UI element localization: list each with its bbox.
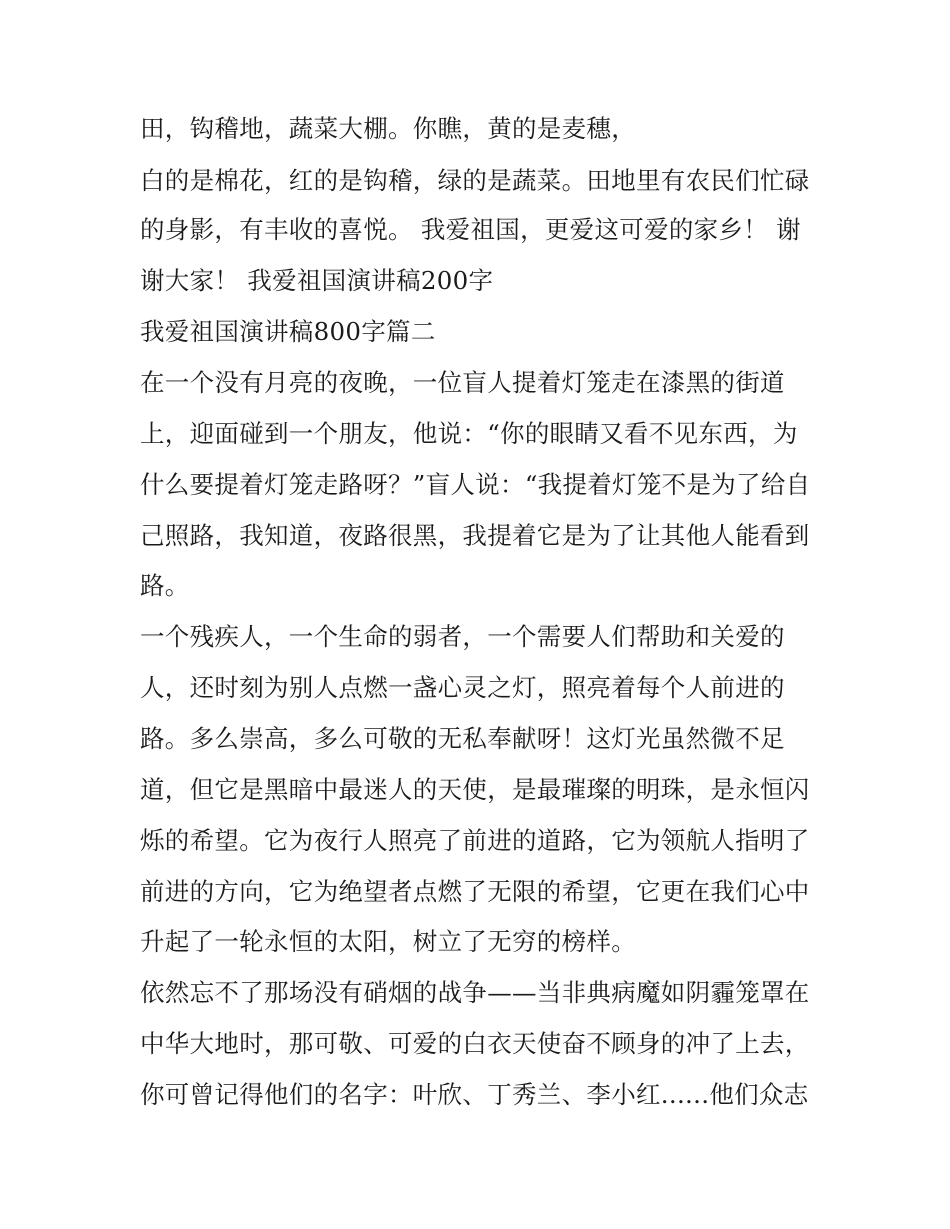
section-heading: 我爱祖国演讲稿800字篇二 [140, 317, 436, 346]
text-line: 己照路，我知道，夜路很黑，我提着它是为了让其他人能看到 [140, 521, 810, 550]
text-line: 白的是棉花，红的是钩稽，绿的是蔬菜。田地里有农民们忙碌 [140, 166, 810, 195]
text-line: 前进的方向，它为绝望者点燃了无限的希望，它更在我们心中 [140, 877, 810, 906]
text-line: 的身影，有丰收的喜悦。 我爱祖国，更爱这可爱的家乡！ 谢 [140, 215, 801, 244]
text-line: 什么要提着灯笼走路呀？”盲人说：“我提着灯笼不是为了给自 [140, 470, 811, 499]
text-line: 路。 [140, 571, 190, 600]
text-line: 中华大地时，那可敬、可爱的白衣天使奋不顾身的冲了上去， [140, 1029, 810, 1058]
text-line: 一个残疾人，一个生命的弱者，一个需要人们帮助和关爱的 [140, 622, 785, 651]
text-line: 你可曾记得他们的名字：叶欣、丁秀兰、李小红......他们众志 [140, 1080, 809, 1109]
text-line: 道，但它是黑暗中最迷人的天使，是最璀璨的明珠，是永恒闪 [140, 775, 810, 804]
text-line: 烁的希望。它为夜行人照亮了前进的道路，它为领航人指明了 [140, 826, 810, 855]
text-line: 人，还时刻为别人点燃一盏心灵之灯，照亮着每个人前进的 [140, 673, 785, 702]
text-line: 谢大家！ 我爱祖国演讲稿200字 [140, 266, 494, 295]
text-line: 在一个没有月亮的夜晚，一位盲人提着灯笼走在漆黑的街道 [140, 368, 785, 397]
text-line: 依然忘不了那场没有硝烟的战争——当非典病魔如阴霾笼罩在 [140, 978, 810, 1007]
text-line: 升起了一轮永恒的太阳，树立了无穷的榜样。 [140, 927, 636, 956]
text-line: 路。多么崇高，多么可敬的无私奉献呀！这灯光虽然微不足 [140, 724, 785, 753]
text-line: 田，钩稽地，蔬菜大棚。你瞧，黄的是麦穗， [140, 114, 636, 143]
text-line: 上，迎面碰到一个朋友，他说：“你的眼睛又看不见东西，为 [140, 419, 798, 448]
